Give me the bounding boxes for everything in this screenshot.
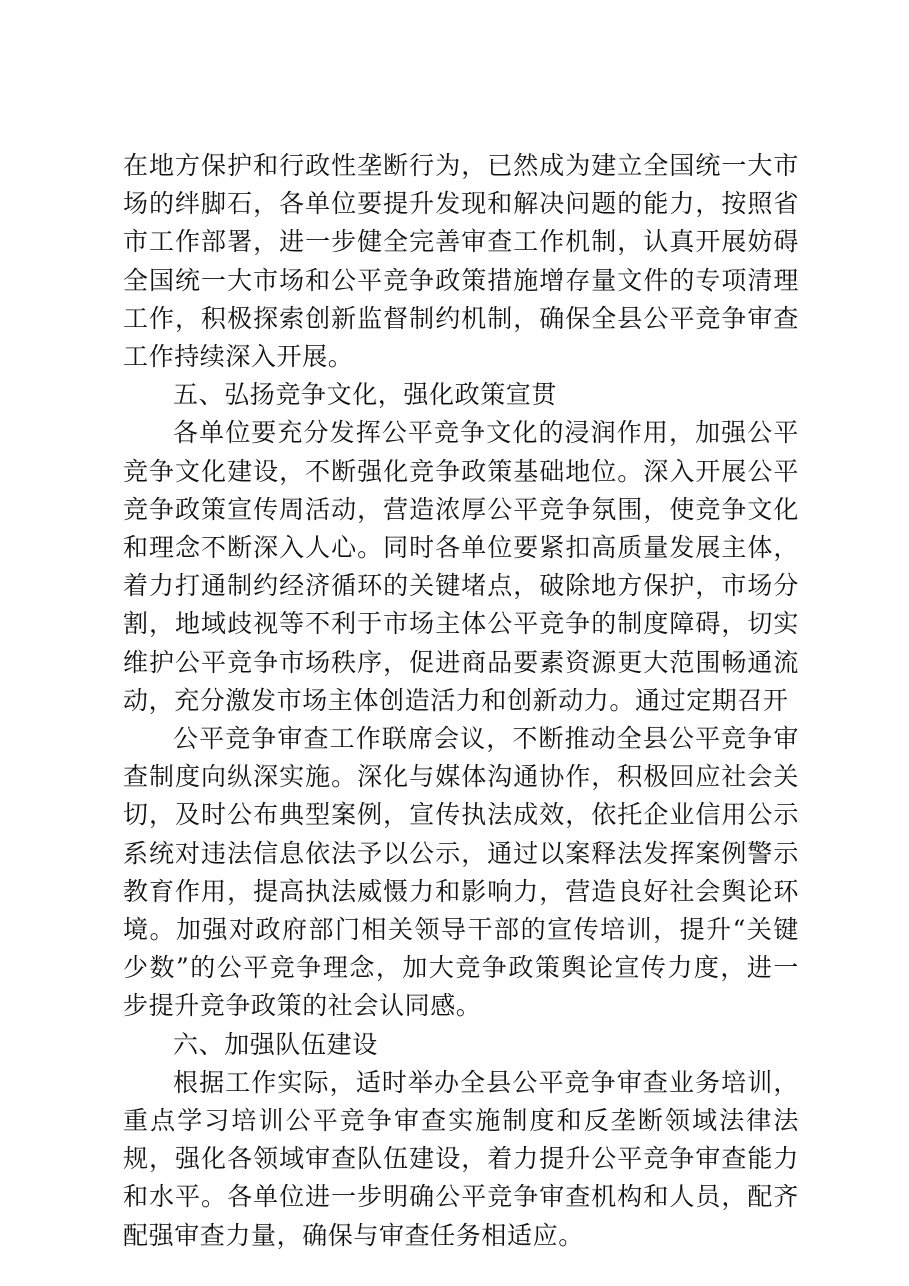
paragraph: 根据工作实际，适时举办全县公平竞争审查业务培训，重点学习培训公平竞争审查实施制度和反垄断领域法律法规，强化各领域审查队伍建设，着力提升公平竞争审查能力和水平。各单位进一步明确公平竞争审查机构和人员，配齐配强审查力量，确保与审查任务相适应。 bbox=[123, 1067, 799, 1250]
section-heading-5: 五、弘扬竞争文化，强化政策宣贯 bbox=[173, 380, 558, 410]
paragraph: 公平竞争审查工作联席会议，不断推动全县公平竞争审查制度向纵深实施。深化与媒体沟通协作，积极回应社会关切，及时公布典型案例，宣传执法成效，依托企业信用公示系统对违法信息依法予以公示，通过以案释法发挥案例警示教育作用，提高执法威慑力和影响力，营造良好社会舆论环境。加强对政府部门相关领导干部的宣传培训，提升“关键少数”的公平竞争理念，加大竞争政策舆论宣传力度，进一步提升竞争政策的社会认同感。 bbox=[123, 724, 799, 1021]
section-heading-6: 六、加强队伍建设 bbox=[173, 1029, 378, 1059]
paragraph: 各单位要充分发挥公平竞争文化的浸润作用，加强公平竞争文化建设，不断强化竞争政策基础地位。深入开展公平竞争政策宣传周活动，营造浓厚公平竞争氛围，使竞争文化和理念不断深入人心。同时各单位要紧扣高质量发展主体，着力打通制约经济循环的关键堵点，破除地方保护，市场分割，地域歧视等不利于市场主体公平竞争的制度障碍，切实维护公平竞争市场秩序，促进商品要素资源更大范围畅通流动，充分激发市场主体创造活力和创新动力。通过定期召开 bbox=[123, 418, 799, 715]
paragraph-continued: 在地方保护和行政性垄断行为，已然成为建立全国统一大市场的绊脚石，各单位要提升发现和解决问题的能力，按照省市工作部署，进一步健全完善审查工作机制，认真开展妨碍全国统一大市场和公平竞争政策措施增存量文件的专项清理工作，积极探索创新监督制约机制，确保全县公平竞争审查工作持续深入开展。 bbox=[123, 151, 799, 372]
document-body bbox=[123, 147, 799, 1255]
